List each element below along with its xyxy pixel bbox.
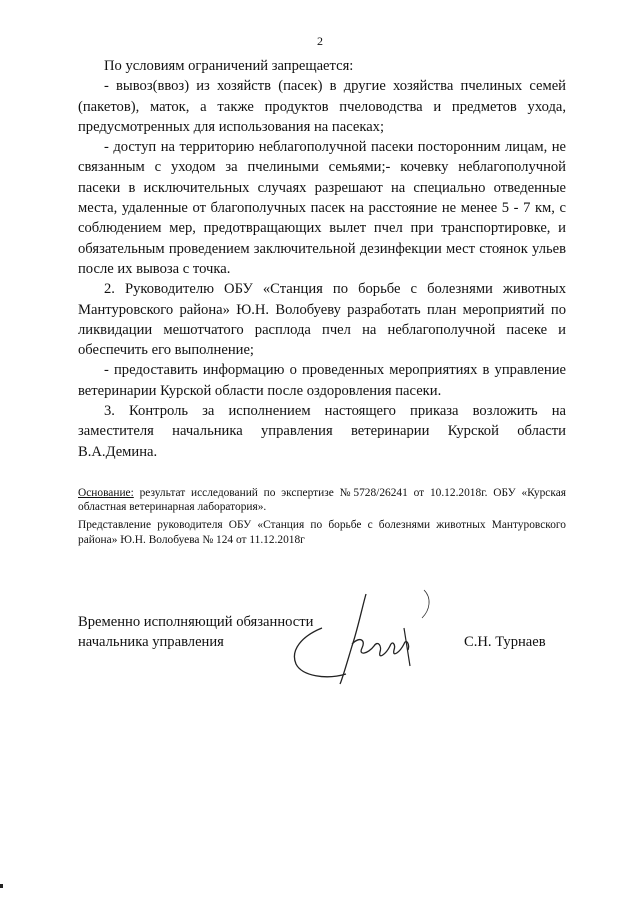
basis-block [78, 486, 566, 551]
signature-stroke-top [422, 590, 429, 618]
order-item-2-report: - предоставить информацию о проведенных мероприятиях в управление ветеринарии Курской области после оздоровления пасеки. [78, 362, 566, 399]
restrictions-intro: По условиям ограничений запрещается: [104, 58, 354, 74]
page-number: 2 [317, 34, 323, 48]
scan-edge-mark [0, 884, 3, 888]
signature-stroke-main [340, 594, 366, 684]
restriction-item-transport: - вывоз(ввоз) из хозяйств (пасек) в другие хозяйства пчелиных семей (пакетов), маток, а также продуктов пчеловодства и предметов ухода, предусмотренных для использования на пасеках; [78, 78, 566, 135]
representation-paragraph: Представление руководителя ОБУ «Станция по борьбе с болезнями животных Мантуровского района» Ю.Н. Волобуева № 124 от 11.12.2018г [78, 519, 566, 546]
order-item-2: 2. Руководителю ОБУ «Станция по борьбе с болезнями животных Мантуровского района» Ю.Н. Волобуеву разработать план мероприятий по ликвидации мешотчатого расплода пчел на неблагополучной пасеке и обеспечить его выполнение; [78, 281, 566, 359]
signature-stroke-scribble [352, 640, 409, 656]
restriction-item-access: - доступ на территорию неблагополучной пасеки посторонним лицам, не связанным с уходом за пчелиными семьями;- кочевку неблагополучной пасеки в исключительных случаях разрешают на специально отведенные места, удаленные от благополучных пасек на расстояние не менее 5 - 7 км, с соблюдением мер, предотвращающих вылет пчел при транспортировке, и обязательным проведением заключительной дезинфекции мест стоянок ульев после их вывоза с точка. [78, 139, 566, 277]
order-item-3: 3. Контроль за исполнением настоящего приказа возложить на заместителя начальника управления ветеринарии Курской области В.А.Демина. [78, 403, 566, 460]
basis-label: Основание: [78, 487, 134, 499]
signer-position-line1: Временно исполняющий обязанности [78, 614, 314, 630]
basis-text: результат исследований по экспертизе №5728/26241 от 10.12.2018г. ОБУ «Курская областная ветеринарная лаборатория». [78, 487, 566, 514]
signer-name: С.Н. Турнаев [464, 634, 546, 650]
signature-stroke-loop [294, 628, 346, 677]
signer-position-line2: начальника управления [78, 634, 224, 650]
handwritten-signature [282, 588, 442, 688]
document-body [78, 56, 566, 462]
basis-paragraph [78, 486, 566, 514]
